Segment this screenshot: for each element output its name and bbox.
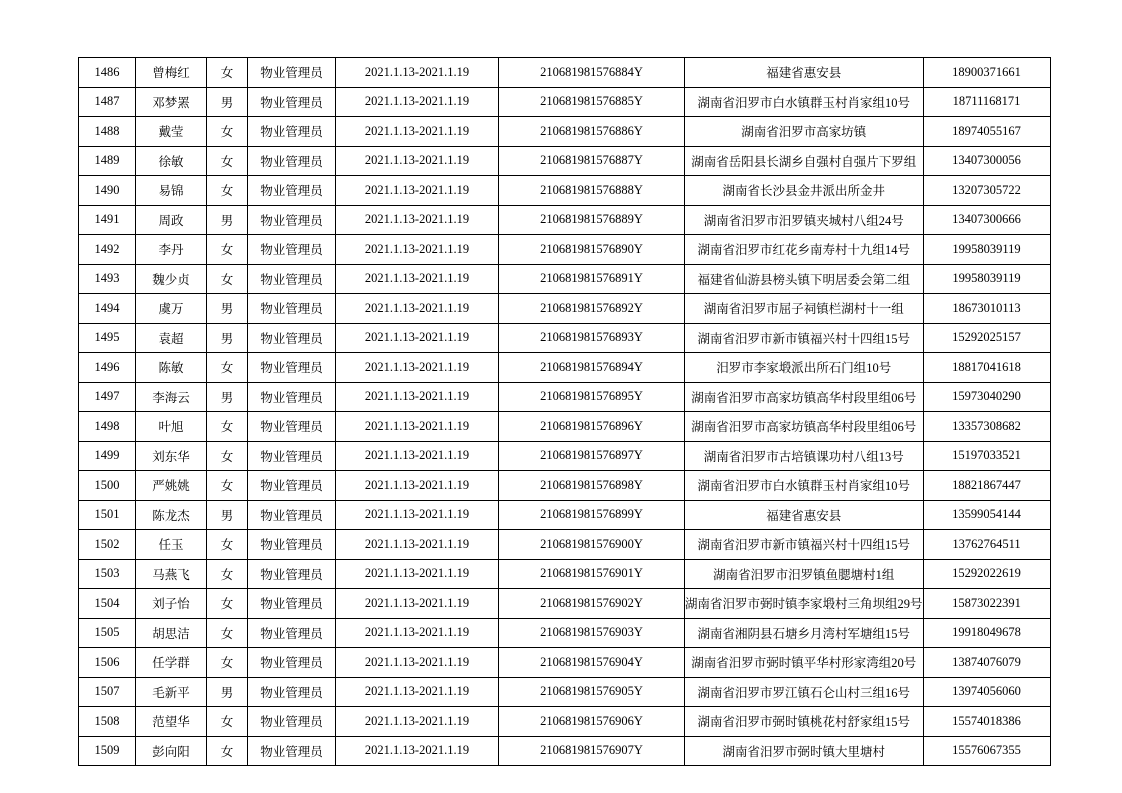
certificate-number-cell: 210681981576897Y xyxy=(499,441,685,471)
training-period-cell: 2021.1.13-2021.1.19 xyxy=(336,530,499,560)
certificate-number-cell: 210681981576904Y xyxy=(499,648,685,678)
phone-number-cell: 13357308682 xyxy=(923,412,1050,442)
gender-cell: 女 xyxy=(207,707,248,737)
certificate-number-cell: 210681981576896Y xyxy=(499,412,685,442)
person-name: 易锦 xyxy=(136,176,207,206)
record-number: 1497 xyxy=(79,382,136,412)
gender-cell: 女 xyxy=(207,648,248,678)
record-number: 1491 xyxy=(79,205,136,235)
table-row xyxy=(79,618,1051,648)
record-number: 1492 xyxy=(79,235,136,265)
address-text: 湖南省汨罗市高家坊镇 xyxy=(741,125,867,140)
record-number: 1507 xyxy=(79,677,136,707)
address-cell xyxy=(685,707,924,737)
job-title-cell: 物业管理员 xyxy=(248,707,336,737)
person-name: 胡思洁 xyxy=(136,618,207,648)
training-period-cell: 2021.1.13-2021.1.19 xyxy=(336,618,499,648)
address-text: 湖南省汨罗市新市镇福兴村十四组15号 xyxy=(697,538,911,553)
record-number: 1503 xyxy=(79,559,136,589)
person-name: 彭向阳 xyxy=(136,736,207,766)
certificate-number-cell: 210681981576902Y xyxy=(499,589,685,619)
training-period-cell: 2021.1.13-2021.1.19 xyxy=(336,294,499,324)
job-title-cell: 物业管理员 xyxy=(248,264,336,294)
training-period-cell: 2021.1.13-2021.1.19 xyxy=(336,707,499,737)
job-title-cell: 物业管理员 xyxy=(248,530,336,560)
certificate-number-cell: 210681981576890Y xyxy=(499,235,685,265)
address-text: 汨罗市李家塅派出所石门组10号 xyxy=(716,361,892,376)
person-name: 曾梅红 xyxy=(136,58,207,88)
table-row xyxy=(79,176,1051,206)
job-title-cell: 物业管理员 xyxy=(248,382,336,412)
address-cell xyxy=(685,618,924,648)
table-row xyxy=(79,677,1051,707)
record-number: 1501 xyxy=(79,500,136,530)
address-cell xyxy=(685,176,924,206)
person-name: 周政 xyxy=(136,205,207,235)
gender-cell: 女 xyxy=(207,589,248,619)
training-period-cell: 2021.1.13-2021.1.19 xyxy=(336,441,499,471)
person-name: 刘子怡 xyxy=(136,589,207,619)
phone-number-cell: 15973040290 xyxy=(923,382,1050,412)
gender-cell: 女 xyxy=(207,559,248,589)
address-text: 湖南省长沙县金井派出所金井 xyxy=(722,184,886,199)
record-number: 1488 xyxy=(79,117,136,147)
address-text: 福建省惠安县 xyxy=(766,508,842,523)
address-text: 湖南省汨罗市白水镇群玉村肖家组10号 xyxy=(697,479,911,494)
job-title-cell: 物业管理员 xyxy=(248,441,336,471)
phone-number-cell: 13874076079 xyxy=(923,648,1050,678)
gender-cell: 女 xyxy=(207,58,248,88)
address-cell xyxy=(685,235,924,265)
record-number: 1496 xyxy=(79,353,136,383)
address-cell xyxy=(685,441,924,471)
person-name: 魏少贞 xyxy=(136,264,207,294)
job-title-cell: 物业管理员 xyxy=(248,677,336,707)
phone-number-cell: 15873022391 xyxy=(923,589,1050,619)
person-name: 戴莹 xyxy=(136,117,207,147)
table-row xyxy=(79,117,1051,147)
gender-cell: 女 xyxy=(207,176,248,206)
table-row xyxy=(79,648,1051,678)
job-title-cell: 物业管理员 xyxy=(248,117,336,147)
training-period-cell: 2021.1.13-2021.1.19 xyxy=(336,589,499,619)
certificate-number-cell: 210681981576900Y xyxy=(499,530,685,560)
phone-number-cell: 13407300056 xyxy=(923,146,1050,176)
person-name: 袁超 xyxy=(136,323,207,353)
job-title-cell: 物业管理员 xyxy=(248,471,336,501)
record-number: 1489 xyxy=(79,146,136,176)
table-row xyxy=(79,736,1051,766)
training-period-cell: 2021.1.13-2021.1.19 xyxy=(336,264,499,294)
address-cell xyxy=(685,648,924,678)
phone-number-cell: 18673010113 xyxy=(923,294,1050,324)
certificate-number-cell: 210681981576895Y xyxy=(499,382,685,412)
phone-number-cell: 15576067355 xyxy=(923,736,1050,766)
phone-number-cell: 13599054144 xyxy=(923,500,1050,530)
job-title-cell: 物业管理员 xyxy=(248,146,336,176)
training-period-cell: 2021.1.13-2021.1.19 xyxy=(336,146,499,176)
training-period-cell: 2021.1.13-2021.1.19 xyxy=(336,323,499,353)
address-text: 湖南省汨罗市高家坊镇高华村段里组06号 xyxy=(691,390,917,405)
gender-cell: 男 xyxy=(207,382,248,412)
address-text: 湖南省汨罗市罗江镇石仑山村三组16号 xyxy=(697,685,911,700)
gender-cell: 女 xyxy=(207,736,248,766)
phone-number-cell: 18817041618 xyxy=(923,353,1050,383)
training-period-cell: 2021.1.13-2021.1.19 xyxy=(336,736,499,766)
training-period-cell: 2021.1.13-2021.1.19 xyxy=(336,117,499,147)
phone-number-cell: 18821867447 xyxy=(923,471,1050,501)
gender-cell: 女 xyxy=(207,618,248,648)
person-name: 邓梦罴 xyxy=(136,87,207,117)
address-cell xyxy=(685,58,924,88)
table-row xyxy=(79,441,1051,471)
training-period-cell: 2021.1.13-2021.1.19 xyxy=(336,471,499,501)
gender-cell: 女 xyxy=(207,530,248,560)
gender-cell: 男 xyxy=(207,323,248,353)
address-cell xyxy=(685,205,924,235)
certificate-number-cell: 210681981576903Y xyxy=(499,618,685,648)
address-text: 湖南省汨罗市古培镇课功村八组13号 xyxy=(703,449,904,464)
person-name: 叶旭 xyxy=(136,412,207,442)
job-title-cell: 物业管理员 xyxy=(248,205,336,235)
phone-number-cell: 19958039119 xyxy=(923,264,1050,294)
address-text: 福建省惠安县 xyxy=(766,66,842,81)
address-text: 湖南省汨罗市弼时镇桃花村舒家组15号 xyxy=(697,715,911,730)
address-text: 湖南省汨罗市弼时镇李家塅村三角坝组29号 xyxy=(685,597,923,612)
certificate-number-cell: 210681981576906Y xyxy=(499,707,685,737)
record-number: 1502 xyxy=(79,530,136,560)
certificate-number-cell: 210681981576887Y xyxy=(499,146,685,176)
certificate-number-cell: 210681981576907Y xyxy=(499,736,685,766)
record-number: 1500 xyxy=(79,471,136,501)
table-row xyxy=(79,471,1051,501)
record-number: 1504 xyxy=(79,589,136,619)
gender-cell: 女 xyxy=(207,471,248,501)
address-text: 湖南省汨罗市弼时镇平华村形家湾组20号 xyxy=(691,656,917,671)
person-name: 严姚姚 xyxy=(136,471,207,501)
job-title-cell: 物业管理员 xyxy=(248,412,336,442)
gender-cell: 男 xyxy=(207,205,248,235)
phone-number-cell: 18900371661 xyxy=(923,58,1050,88)
training-period-cell: 2021.1.13-2021.1.19 xyxy=(336,648,499,678)
gender-cell: 女 xyxy=(207,441,248,471)
gender-cell: 女 xyxy=(207,353,248,383)
table-row xyxy=(79,412,1051,442)
job-title-cell: 物业管理员 xyxy=(248,323,336,353)
training-period-cell: 2021.1.13-2021.1.19 xyxy=(336,412,499,442)
job-title-cell: 物业管理员 xyxy=(248,353,336,383)
record-number: 1495 xyxy=(79,323,136,353)
record-number: 1499 xyxy=(79,441,136,471)
table-row xyxy=(79,323,1051,353)
table-row xyxy=(79,353,1051,383)
address-cell xyxy=(685,323,924,353)
gender-cell: 女 xyxy=(207,264,248,294)
address-text: 湖南省汨罗市弼时镇大里塘村 xyxy=(722,744,886,759)
certificate-number-cell: 210681981576884Y xyxy=(499,58,685,88)
job-title-cell: 物业管理员 xyxy=(248,736,336,766)
certificate-number-cell: 210681981576893Y xyxy=(499,323,685,353)
table-row xyxy=(79,146,1051,176)
table-row xyxy=(79,294,1051,324)
person-name: 任玉 xyxy=(136,530,207,560)
record-number: 1486 xyxy=(79,58,136,88)
job-title-cell: 物业管理员 xyxy=(248,176,336,206)
address-cell xyxy=(685,294,924,324)
training-period-cell: 2021.1.13-2021.1.19 xyxy=(336,235,499,265)
record-number: 1493 xyxy=(79,264,136,294)
address-text: 湖南省汨罗市屈子祠镇栏湖村十一组 xyxy=(703,302,904,317)
phone-number-cell: 18974055167 xyxy=(923,117,1050,147)
phone-number-cell: 15292025157 xyxy=(923,323,1050,353)
address-text: 湖南省岳阳县长湖乡自强村自强片下罗组 xyxy=(691,154,917,169)
certificate-number-cell: 210681981576885Y xyxy=(499,87,685,117)
certificate-number-cell: 210681981576892Y xyxy=(499,294,685,324)
address-cell xyxy=(685,87,924,117)
gender-cell: 男 xyxy=(207,677,248,707)
person-name: 陈龙杰 xyxy=(136,500,207,530)
gender-cell: 女 xyxy=(207,235,248,265)
phone-number-cell: 13207305722 xyxy=(923,176,1050,206)
address-text: 湖南省湘阴县石塘乡月湾村军塘组15号 xyxy=(697,626,911,641)
roster-body xyxy=(79,58,1051,766)
person-name: 马燕飞 xyxy=(136,559,207,589)
table-row xyxy=(79,707,1051,737)
gender-cell: 男 xyxy=(207,500,248,530)
training-period-cell: 2021.1.13-2021.1.19 xyxy=(336,559,499,589)
phone-number-cell: 18711168171 xyxy=(923,87,1050,117)
table-row xyxy=(79,559,1051,589)
record-number: 1505 xyxy=(79,618,136,648)
certificate-number-cell: 210681981576888Y xyxy=(499,176,685,206)
certificate-number-cell: 210681981576905Y xyxy=(499,677,685,707)
phone-number-cell: 15197033521 xyxy=(923,441,1050,471)
table-row xyxy=(79,87,1051,117)
table-row xyxy=(79,589,1051,619)
job-title-cell: 物业管理员 xyxy=(248,235,336,265)
phone-number-cell: 15292022619 xyxy=(923,559,1050,589)
phone-number-cell: 19918049678 xyxy=(923,618,1050,648)
table-row xyxy=(79,264,1051,294)
address-cell xyxy=(685,117,924,147)
certificate-number-cell: 210681981576891Y xyxy=(499,264,685,294)
training-period-cell: 2021.1.13-2021.1.19 xyxy=(336,382,499,412)
person-name: 毛新平 xyxy=(136,677,207,707)
person-name: 虞万 xyxy=(136,294,207,324)
certificate-number-cell: 210681981576889Y xyxy=(499,205,685,235)
job-title-cell: 物业管理员 xyxy=(248,294,336,324)
roster-table xyxy=(78,57,1051,766)
job-title-cell: 物业管理员 xyxy=(248,618,336,648)
certificate-number-cell: 210681981576899Y xyxy=(499,500,685,530)
certificate-number-cell: 210681981576886Y xyxy=(499,117,685,147)
record-number: 1509 xyxy=(79,736,136,766)
address-cell xyxy=(685,589,924,619)
person-name: 刘东华 xyxy=(136,441,207,471)
phone-number-cell: 13974056060 xyxy=(923,677,1050,707)
training-period-cell: 2021.1.13-2021.1.19 xyxy=(336,677,499,707)
record-number: 1494 xyxy=(79,294,136,324)
job-title-cell: 物业管理员 xyxy=(248,589,336,619)
gender-cell: 男 xyxy=(207,87,248,117)
certificate-number-cell: 210681981576901Y xyxy=(499,559,685,589)
address-cell xyxy=(685,471,924,501)
table-row xyxy=(79,500,1051,530)
address-cell xyxy=(685,559,924,589)
table-row xyxy=(79,382,1051,412)
person-name: 陈敏 xyxy=(136,353,207,383)
record-number: 1506 xyxy=(79,648,136,678)
table-row xyxy=(79,58,1051,88)
job-title-cell: 物业管理员 xyxy=(248,58,336,88)
address-cell xyxy=(685,412,924,442)
address-text: 湖南省汨罗市新市镇福兴村十四组15号 xyxy=(697,331,911,346)
phone-number-cell: 13407300666 xyxy=(923,205,1050,235)
address-text: 湖南省汨罗市白水镇群玉村肖家组10号 xyxy=(697,95,911,110)
training-period-cell: 2021.1.13-2021.1.19 xyxy=(336,176,499,206)
table-row xyxy=(79,235,1051,265)
person-name: 李海云 xyxy=(136,382,207,412)
training-period-cell: 2021.1.13-2021.1.19 xyxy=(336,205,499,235)
gender-cell: 女 xyxy=(207,412,248,442)
phone-number-cell: 13762764511 xyxy=(923,530,1050,560)
gender-cell: 女 xyxy=(207,146,248,176)
certificate-number-cell: 210681981576898Y xyxy=(499,471,685,501)
gender-cell: 女 xyxy=(207,117,248,147)
job-title-cell: 物业管理员 xyxy=(248,559,336,589)
training-period-cell: 2021.1.13-2021.1.19 xyxy=(336,58,499,88)
address-text: 福建省仙游县榜头镇下明居委会第二组 xyxy=(697,272,911,287)
person-name: 范望华 xyxy=(136,707,207,737)
address-text: 湖南省汨罗市高家坊镇高华村段里组06号 xyxy=(691,420,917,435)
address-text: 湖南省汨罗市红花乡南寿村十九组14号 xyxy=(697,243,911,258)
table-row xyxy=(79,530,1051,560)
person-name: 李丹 xyxy=(136,235,207,265)
address-cell xyxy=(685,500,924,530)
address-cell xyxy=(685,382,924,412)
job-title-cell: 物业管理员 xyxy=(248,87,336,117)
phone-number-cell: 15574018386 xyxy=(923,707,1050,737)
training-period-cell: 2021.1.13-2021.1.19 xyxy=(336,87,499,117)
address-cell xyxy=(685,530,924,560)
address-cell xyxy=(685,677,924,707)
person-name: 任学群 xyxy=(136,648,207,678)
person-name: 徐敏 xyxy=(136,146,207,176)
address-cell xyxy=(685,146,924,176)
address-text: 湖南省汨罗市汨罗镇鱼腮塘村1组 xyxy=(713,567,895,582)
record-number: 1490 xyxy=(79,176,136,206)
training-period-cell: 2021.1.13-2021.1.19 xyxy=(336,500,499,530)
record-number: 1498 xyxy=(79,412,136,442)
training-period-cell: 2021.1.13-2021.1.19 xyxy=(336,353,499,383)
job-title-cell: 物业管理员 xyxy=(248,648,336,678)
address-cell xyxy=(685,264,924,294)
record-number: 1508 xyxy=(79,707,136,737)
certificate-number-cell: 210681981576894Y xyxy=(499,353,685,383)
record-number: 1487 xyxy=(79,87,136,117)
gender-cell: 男 xyxy=(207,294,248,324)
address-cell xyxy=(685,353,924,383)
table-row xyxy=(79,205,1051,235)
address-text: 湖南省汨罗市汨罗镇夹城村八组24号 xyxy=(703,213,904,228)
address-cell xyxy=(685,736,924,766)
phone-number-cell: 19958039119 xyxy=(923,235,1050,265)
job-title-cell: 物业管理员 xyxy=(248,500,336,530)
